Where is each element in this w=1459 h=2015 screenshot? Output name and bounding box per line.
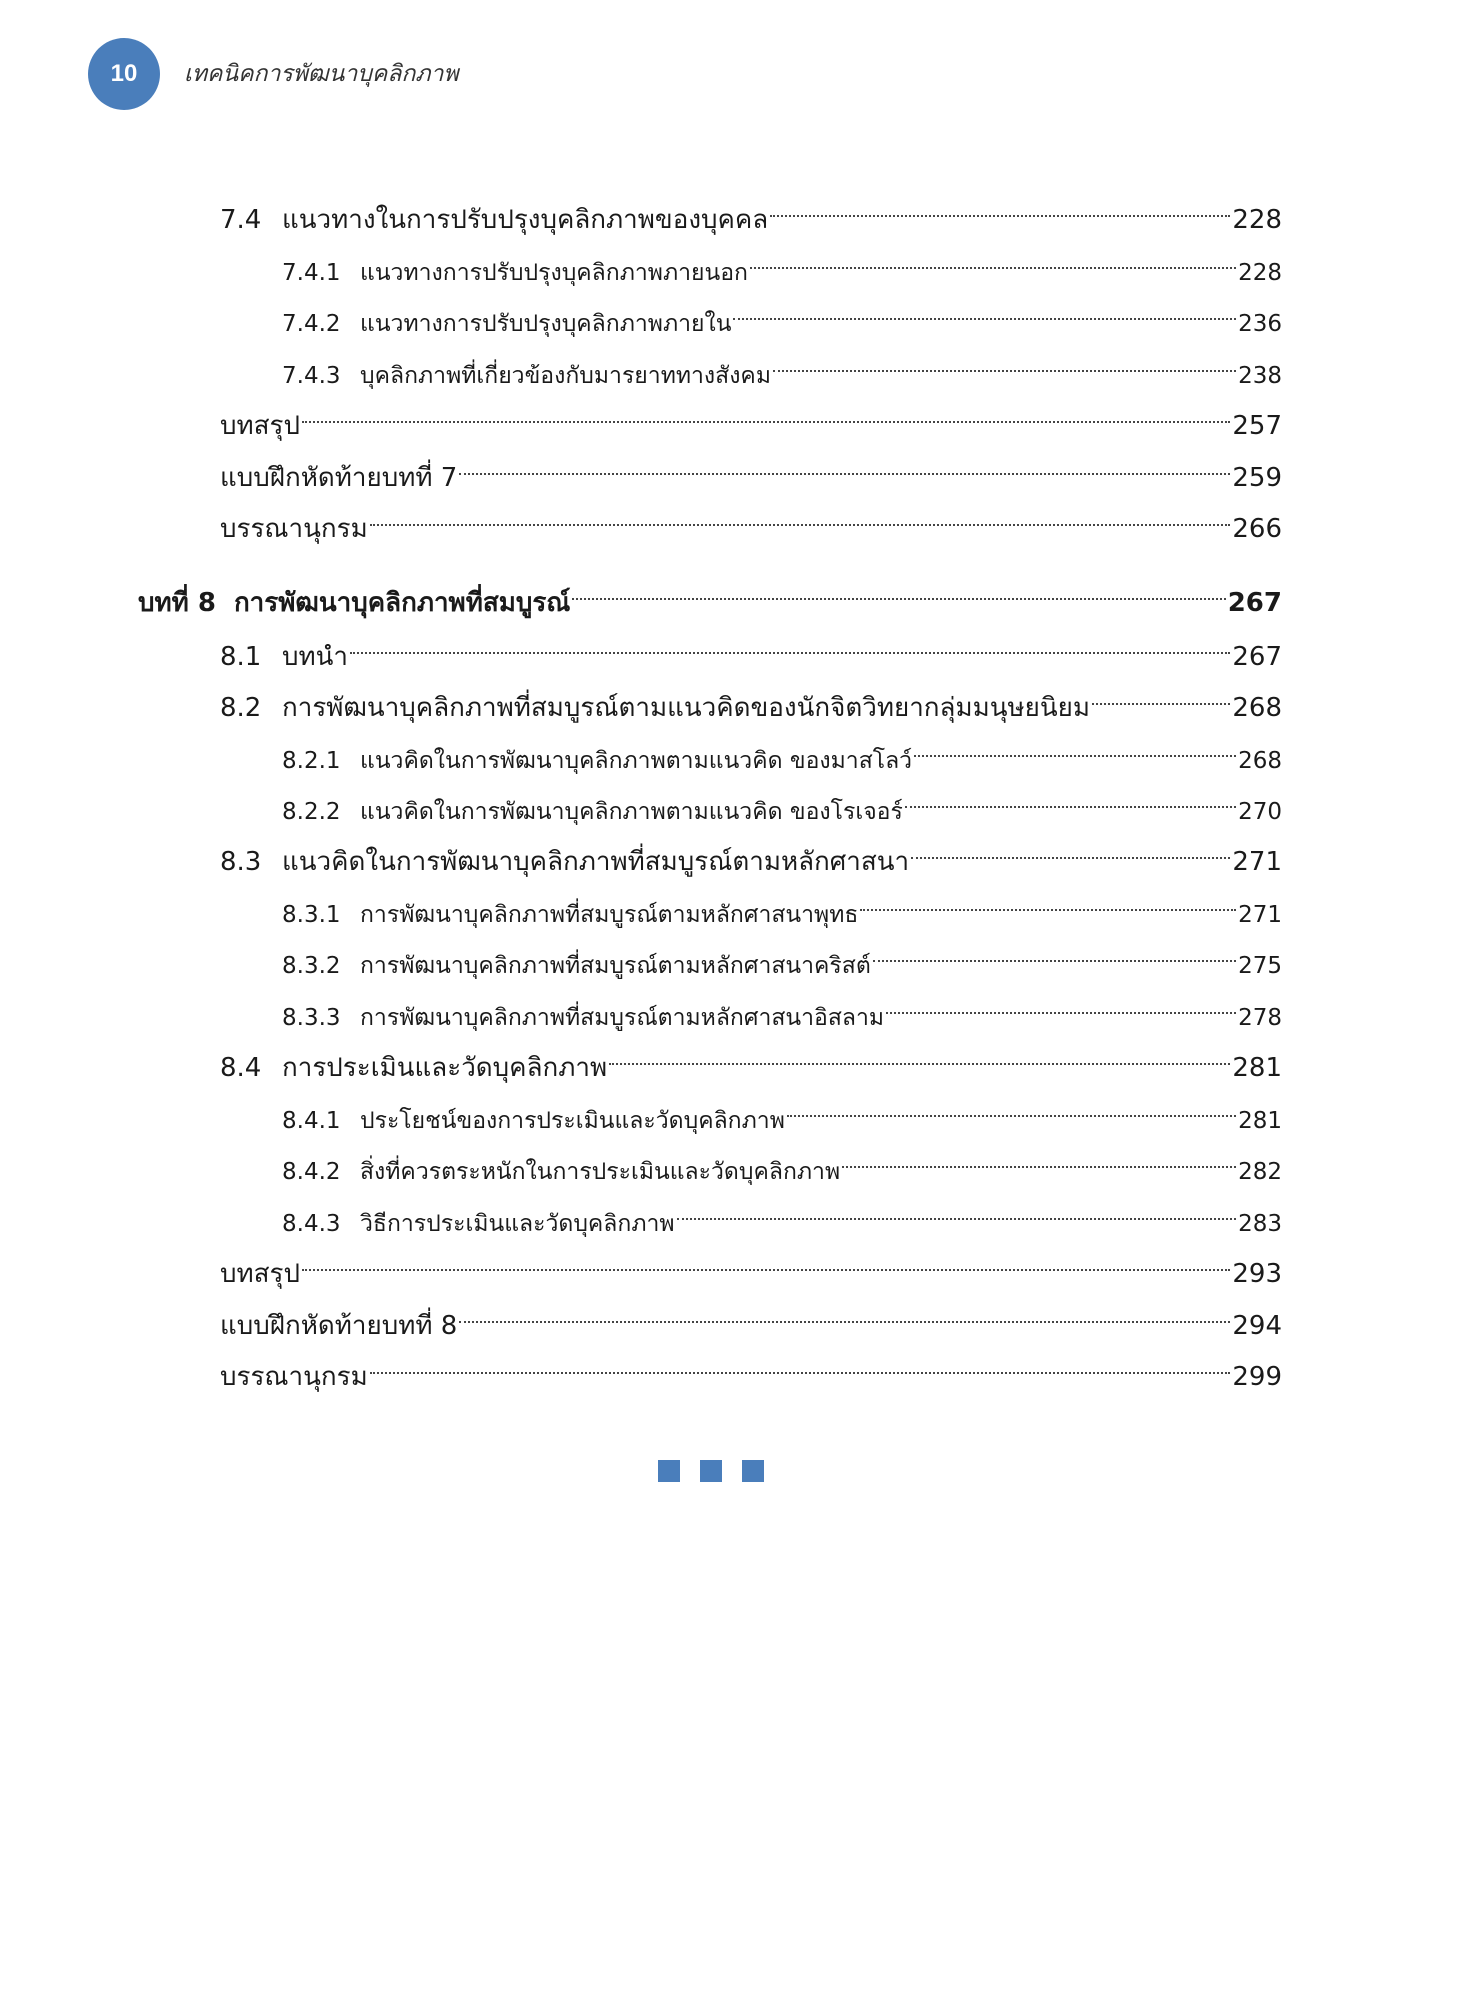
- toc-entry: [282, 882, 1282, 928]
- toc-entry-page: 299: [1232, 1362, 1282, 1392]
- toc-entry-title: บทสรุป: [220, 411, 300, 441]
- dot-leader: [914, 728, 1236, 768]
- toc-entry: [282, 779, 1282, 825]
- toc-entry-title: สิ่งที่ควรตระหนักในการประเมินและวัดบุคลิกภาพ: [360, 1159, 841, 1185]
- toc-entry-page: 268: [1232, 693, 1282, 723]
- dot-leader: [773, 343, 1236, 383]
- toc-entry: [220, 394, 1282, 441]
- toc-entry-title: แบบฝึกหัดท้ายบทที่ 8: [220, 1311, 458, 1341]
- dot-leader: [733, 291, 1236, 331]
- toc-entry-number: 8.2: [220, 693, 262, 723]
- toc-entry-number: 8.4: [220, 1053, 262, 1083]
- dot-leader: [370, 1345, 1231, 1385]
- toc-entry-page: 270: [1238, 799, 1282, 825]
- toc-entry-number: 8.3.2: [282, 953, 341, 979]
- dot-leader: [905, 779, 1236, 819]
- toc-entry-title: การพัฒนาบุคลิกภาพที่สมบูรณ์ตามหลักศาสนาคริสต์: [360, 953, 871, 979]
- dot-leader: [609, 1036, 1230, 1076]
- dot-leader: [572, 571, 1225, 611]
- toc-entry-page: 281: [1238, 1108, 1282, 1134]
- square-icon: [700, 1460, 722, 1482]
- toc-entry-page: 267: [1232, 642, 1282, 672]
- toc-entry-title: แนวทางการปรับปรุงบุคลิกภาพภายนอก: [360, 260, 748, 286]
- toc-entry-title: บทนำ: [282, 642, 349, 672]
- toc-entry-title: ประโยชน์ของการประเมินและวัดบุคลิกภาพ: [360, 1108, 785, 1134]
- toc-entry-number: 8.4.1: [282, 1108, 341, 1134]
- toc-entry: [220, 1345, 1282, 1392]
- toc-entry-page: 275: [1238, 953, 1282, 979]
- toc-entry: [282, 1191, 1282, 1237]
- toc-entry-number: 8.2.1: [282, 748, 341, 774]
- dot-leader: [886, 985, 1236, 1025]
- dot-leader: [750, 240, 1236, 280]
- toc-entry: [220, 1036, 1282, 1083]
- page-number: 10: [110, 60, 138, 87]
- toc-entry-number: บทที่ 8: [138, 588, 216, 618]
- toc-entry-number: 8.3: [220, 847, 262, 877]
- dot-leader: [1092, 676, 1230, 716]
- toc-entry-title: วิธีการประเมินและวัดบุคลิกภาพ: [360, 1211, 675, 1237]
- dot-leader: [787, 1088, 1236, 1128]
- toc-entry-number: 7.4.3: [282, 363, 341, 389]
- toc-entry-number: 8.3.1: [282, 902, 341, 928]
- toc-entry-number: 7.4.1: [282, 260, 341, 286]
- toc-entry-title: แนวทางการปรับปรุงบุคลิกภาพภายใน: [360, 311, 732, 337]
- dot-leader: [370, 497, 1231, 537]
- dot-leader: [302, 394, 1230, 434]
- toc-entry-title: บรรณานุกรม: [220, 1362, 368, 1392]
- page-number-badge: [88, 38, 160, 110]
- dot-leader: [459, 446, 1230, 486]
- toc-entry: [138, 571, 1282, 618]
- end-of-section-marks: [658, 1460, 764, 1482]
- toc-entry: [282, 1139, 1282, 1185]
- toc-entry: [220, 1242, 1282, 1289]
- dot-leader: [770, 188, 1230, 228]
- toc-entry-title: การพัฒนาบุคลิกภาพที่สมบูรณ์: [233, 588, 571, 618]
- toc-entry-number: 8.3.3: [282, 1005, 341, 1031]
- dot-leader: [677, 1191, 1237, 1231]
- dot-leader: [873, 933, 1236, 973]
- dot-leader: [842, 1139, 1236, 1179]
- square-icon: [742, 1460, 764, 1482]
- toc-entry: [282, 985, 1282, 1031]
- toc-entry-number: 8.2.2: [282, 799, 341, 825]
- toc-entry-page: 282: [1238, 1159, 1282, 1185]
- toc-entry-page: 238: [1238, 363, 1282, 389]
- toc-entry-number: 7.4: [220, 205, 262, 235]
- toc-entry: [220, 625, 1282, 672]
- toc-entry: [282, 291, 1282, 337]
- toc-entry: [220, 830, 1282, 877]
- toc-entry-page: 266: [1232, 514, 1282, 544]
- toc-entry-title: แนวคิดในการพัฒนาบุคลิกภาพที่สมบูรณ์ตามหลักศาสนา: [282, 847, 910, 877]
- toc-entry: [282, 933, 1282, 979]
- toc-entry-number: 8.4.2: [282, 1159, 341, 1185]
- toc-entry-number: 7.4.2: [282, 311, 341, 337]
- toc-entry-number: 8.1: [220, 642, 262, 672]
- toc-entry-title: การประเมินและวัดบุคลิกภาพ: [282, 1053, 608, 1083]
- toc-entry-page: 257: [1232, 411, 1282, 441]
- dot-leader: [911, 830, 1230, 870]
- toc-entry-title: บรรณานุกรม: [220, 514, 368, 544]
- toc-entry-title: บุคลิกภาพที่เกี่ยวข้องกับมารยาททางสังคม: [360, 363, 771, 389]
- toc-entry-page: 271: [1238, 902, 1282, 928]
- toc-entry-page: 278: [1238, 1005, 1282, 1031]
- toc-entry-title: แนวคิดในการพัฒนาบุคลิกภาพตามแนวคิด ของมาสโลว์: [360, 748, 913, 774]
- toc-entry-page: 271: [1232, 847, 1282, 877]
- toc-entry-page: 267: [1227, 588, 1282, 618]
- toc-entry: [220, 188, 1282, 235]
- toc-entry: [220, 497, 1282, 544]
- toc-entry: [220, 446, 1282, 493]
- toc-entry: [282, 343, 1282, 389]
- toc-entry-title: แนวทางในการปรับปรุงบุคลิกภาพของบุคคล: [282, 205, 769, 235]
- toc-entry: [220, 676, 1282, 723]
- toc-entry-page: 236: [1238, 311, 1282, 337]
- toc-entry-page: 283: [1238, 1211, 1282, 1237]
- toc-entry-page: 293: [1232, 1259, 1282, 1289]
- toc-entry-page: 259: [1232, 463, 1282, 493]
- square-icon: [658, 1460, 680, 1482]
- toc-entry-title: การพัฒนาบุคลิกภาพที่สมบูรณ์ตามแนวคิดของนักจิตวิทยากลุ่มมนุษยนิยม: [282, 693, 1091, 723]
- dot-leader: [350, 625, 1230, 665]
- toc-entry-page: 228: [1232, 205, 1282, 235]
- toc-entry: [282, 728, 1282, 774]
- toc-entry-title: การพัฒนาบุคลิกภาพที่สมบูรณ์ตามหลักศาสนาพุทธ: [360, 902, 859, 928]
- dot-leader: [860, 882, 1236, 922]
- toc-entry-page: 268: [1238, 748, 1282, 774]
- running-title: เทคนิคการพัฒนาบุคลิกภาพ: [184, 61, 459, 87]
- toc-entry-number: 8.4.3: [282, 1211, 341, 1237]
- toc-entry-title: แนวคิดในการพัฒนาบุคลิกภาพตามแนวคิด ของโรเจอร์: [360, 799, 903, 825]
- dot-leader: [302, 1242, 1230, 1282]
- toc-entry-page: 294: [1232, 1311, 1282, 1341]
- toc-entry: [282, 1088, 1282, 1134]
- dot-leader: [459, 1294, 1230, 1334]
- toc-entry-page: 228: [1238, 260, 1282, 286]
- toc-entry: [282, 240, 1282, 286]
- toc-entry-title: แบบฝึกหัดท้ายบทที่ 7: [220, 463, 458, 493]
- toc-entry-title: บทสรุป: [220, 1259, 300, 1289]
- toc-entry-page: 281: [1232, 1053, 1282, 1083]
- toc-entry-title: การพัฒนาบุคลิกภาพที่สมบูรณ์ตามหลักศาสนาอิสลาม: [360, 1005, 885, 1031]
- toc-entry: [220, 1294, 1282, 1341]
